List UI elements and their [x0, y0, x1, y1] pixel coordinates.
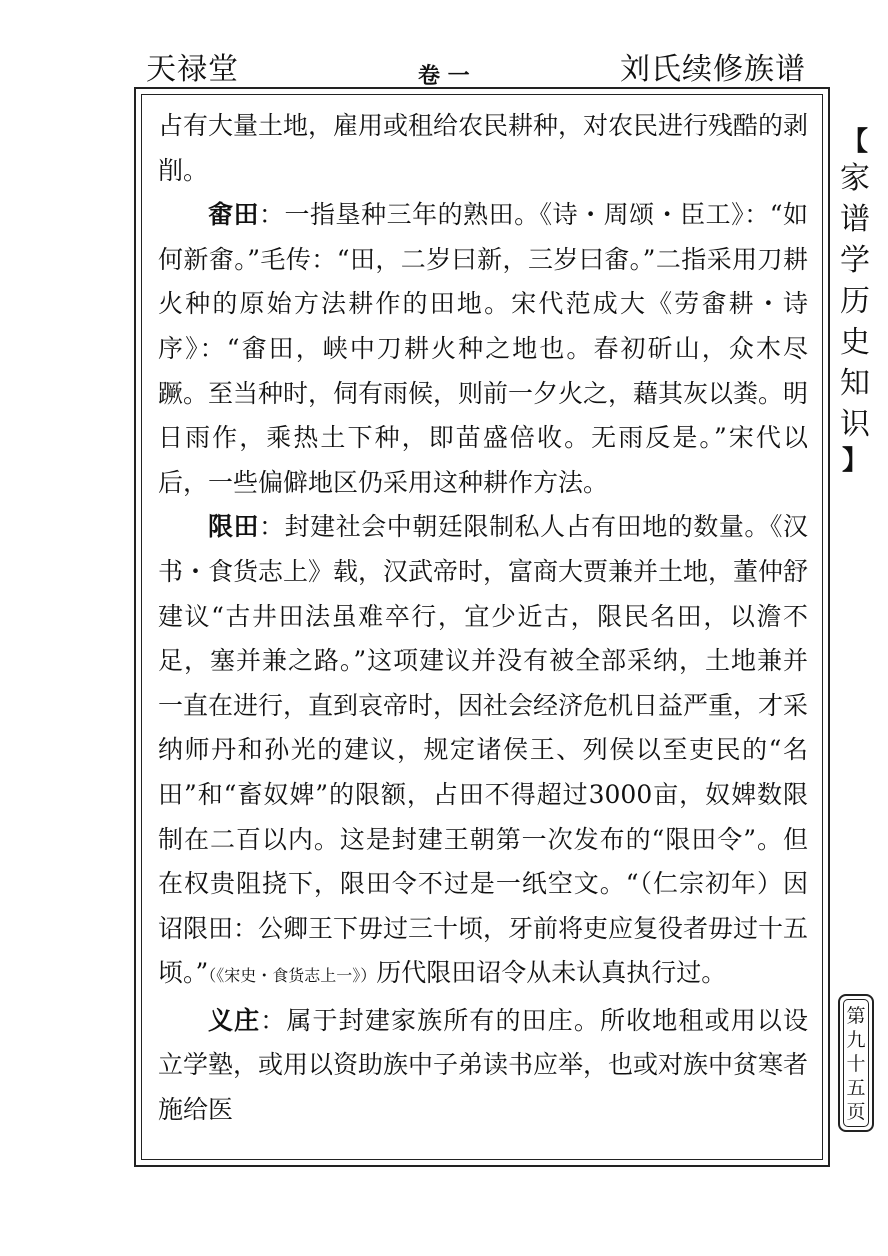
side-tab-char: 知	[840, 366, 870, 401]
page-number-char: 五	[846, 1077, 866, 1099]
paragraph-yi-zhuang	[158, 999, 808, 1133]
page-number-char: 第	[846, 1005, 866, 1027]
paragraph-she-tian-text: ：一指垦种三年的熟田。《诗・周颂・臣工》：“如何新畬。”毛传：“田，二岁曰新，三岁曰畬。”二指采用刀耕火种的原始方法耕作的田地。宋代范成大《劳畬耕・诗序》：“畬田，峡中刀耕火种之地也。春初斫山，众木尽蹶。至当种时，伺有雨候，则前一夕火之，藉其灰以粪。明日雨作，乘热土下种，即苗盛倍收。无雨反是。”宋代以后，一些偏僻地区仍采用这种耕作方法。	[158, 200, 809, 497]
term-yi-zhuang: 义庄	[208, 1005, 261, 1035]
term-she-tian: 畬田	[208, 200, 260, 230]
side-tab-char: 识	[840, 407, 870, 442]
page-number-char: 十	[846, 1053, 866, 1075]
header-right-title: 刘氏续修族谱	[620, 52, 806, 87]
side-section-tab	[836, 126, 874, 477]
paragraph-xian-tian	[158, 505, 808, 999]
header-volume: 卷 一	[418, 63, 470, 89]
side-tab-char: 学	[840, 243, 870, 278]
paragraph-xian-tian-text: ：封建社会中朝廷限制私人占有田地的数量。《汉书・食货志上》载，汉武帝时，富商大贾兼并土地，董仲舒建议“古井田法虽难卒行，宜少近古，限民名田，以澹不足，塞并兼之路。”这项建议并没有被全部采纳，土地兼并一直在进行，直到哀帝时，因社会经济危机日益严重，才采纳师丹和孙光的建议，规定诸侯王、列侯以至吏民的“名田”和“畜奴婢”的限额，占田不得超过3000亩，奴婢数限制在二百以内。这是封建王朝第一次发布的“限田令”。但在权贵阻挠下，限田令不过是一纸空文。“（仁宗初年）因诏限田：公卿王下毋过三十顷，牙前将吏应复役者毋过十五顷。”	[158, 512, 809, 988]
page-number-char: 九	[846, 1029, 866, 1051]
side-tab-char: 谱	[840, 202, 870, 237]
side-tab-char: 史	[840, 325, 870, 360]
paragraph-xian-tian-text-end: 历代限田诏令从未认真执行过。	[376, 958, 727, 988]
side-tab-open-bracket: 【	[841, 127, 868, 157]
side-tab-char: 家	[840, 161, 870, 196]
paragraph-1: 占有大量土地，雇用或租给农民耕种，对农民进行残酷的剥削。	[158, 111, 809, 185]
side-tab-close-bracket: 】	[841, 446, 868, 476]
term-xian-tian: 限田	[208, 512, 260, 542]
header-left-title: 天禄堂	[146, 52, 239, 87]
paragraph-she-tian	[158, 193, 808, 505]
page-number	[840, 1004, 872, 1124]
page-number-char: 页	[846, 1101, 866, 1123]
page-number-box	[838, 994, 874, 1132]
side-tab-char: 历	[840, 284, 870, 319]
citation-song-shi: （《宋史・食货志上一》）	[208, 966, 377, 986]
paragraph-yi-zhuang-text: ：属于封建家族所有的田庄。所收地租或用以设立学塾，或用以资助族中子弟读书应举，也或对族中贫寒者施给医	[158, 1005, 809, 1125]
body-text	[158, 104, 808, 1133]
